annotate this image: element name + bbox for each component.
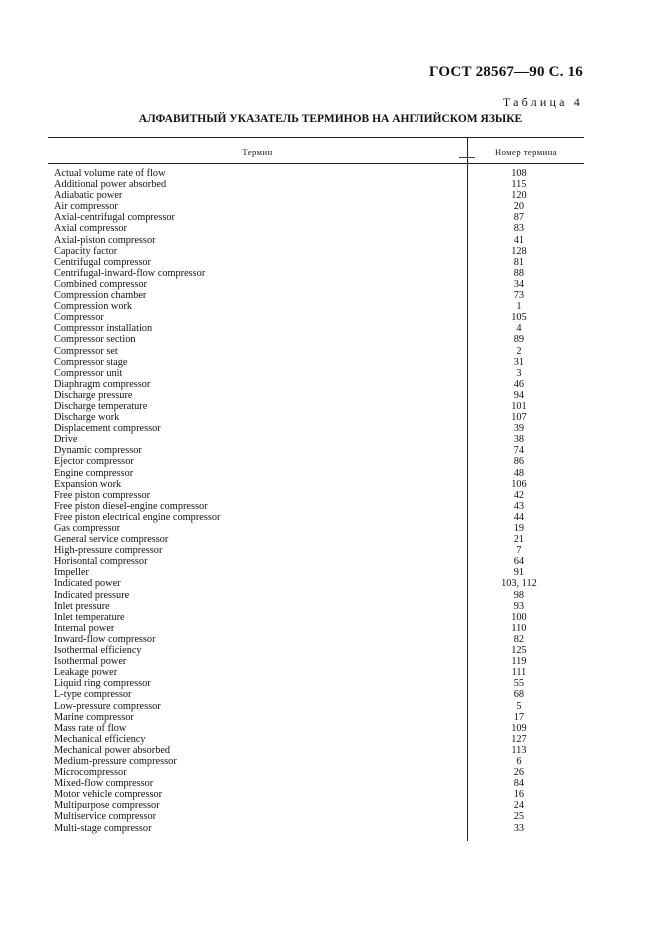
table-row (54, 479, 574, 490)
term-number-cell: 7 (516, 545, 522, 557)
term-cell: Multiservice compressor (54, 811, 157, 823)
term-cell: Compressor section (54, 334, 136, 346)
term-cell: General service compressor (54, 534, 169, 546)
term-number-cell: 74 (513, 445, 525, 457)
term-cell: Axial-centrifugal compressor (54, 212, 175, 224)
table-top-rule (48, 137, 584, 138)
term-number-cell: 73 (513, 290, 525, 302)
term-cell: Displacement compressor (54, 423, 161, 435)
term-cell: Free piston diesel-engine compressor (54, 500, 208, 512)
table-row (54, 246, 574, 257)
term-index-table (54, 168, 574, 834)
term-number-cell: 106 (511, 478, 527, 490)
term-cell: Compressor unit (54, 367, 123, 379)
term-cell: Discharge temperature (54, 400, 148, 412)
term-number-cell: 1 (516, 301, 522, 313)
table-row (54, 323, 574, 334)
term-cell: Mass rate of flow (54, 722, 127, 734)
term-number-cell: 34 (513, 278, 525, 290)
term-number-cell: 119 (511, 656, 527, 668)
term-number-cell: 100 (511, 611, 527, 623)
term-cell: Gas compressor (54, 523, 121, 534)
term-cell: Multipurpose compressor (54, 800, 160, 812)
table-row (54, 423, 574, 434)
table-row (54, 756, 574, 767)
term-number-cell: 115 (511, 179, 527, 191)
term-number-cell: 84 (513, 778, 525, 790)
table-row (54, 778, 574, 789)
term-cell: Mechanical efficiency (54, 733, 146, 745)
term-number-cell: 4 (516, 323, 522, 335)
term-number-cell: 81 (513, 256, 525, 268)
table-row (54, 490, 574, 501)
table-row (54, 346, 574, 357)
term-number-cell: 98 (513, 589, 525, 601)
table-row (54, 523, 574, 534)
term-number-cell: 110 (511, 622, 527, 634)
term-number-cell: 109 (511, 722, 527, 734)
term-number-cell: 68 (513, 689, 525, 701)
table-row (54, 357, 574, 368)
term-cell: Centrifugal compressor (54, 256, 151, 268)
term-number-cell: 42 (513, 489, 525, 501)
term-cell: Mechanical power absorbed (54, 744, 171, 756)
table-row (54, 379, 574, 390)
term-cell: Additional power absorbed (54, 179, 167, 191)
term-cell: Combined compressor (54, 278, 147, 290)
table-row (54, 734, 574, 745)
page-header: ГОСТ 28567—90 С. 16 (429, 64, 583, 80)
term-number-cell: 64 (513, 556, 525, 568)
table-row (54, 567, 574, 578)
table-row (54, 434, 574, 445)
term-number-cell: 103, 112 (501, 578, 537, 590)
term-cell: Centrifugal-inward-flow compressor (54, 267, 206, 279)
table-row (54, 512, 574, 523)
table-row (54, 412, 574, 423)
term-cell: Motor vehicle compressor (54, 789, 163, 801)
term-number-cell: 26 (513, 767, 525, 779)
term-number-cell: 55 (513, 678, 525, 690)
term-number-cell: 105 (511, 312, 527, 324)
term-number-cell: 46 (513, 378, 525, 390)
term-cell: Expansion work (54, 478, 122, 490)
term-cell: Engine compressor (54, 467, 134, 479)
term-cell: Ejector compressor (54, 456, 134, 468)
table-row (54, 800, 574, 811)
term-cell: Multi-stage compressor (54, 822, 152, 834)
table-row (54, 212, 574, 223)
term-number-cell: 120 (511, 190, 527, 202)
table-row (54, 468, 574, 479)
term-cell: Discharge work (54, 412, 120, 424)
table-row (54, 312, 574, 323)
term-number-cell: 31 (513, 356, 525, 368)
term-cell: Actual volume rate of flow (54, 168, 166, 179)
table-label: Таблица 4 (502, 95, 583, 109)
table-row (54, 590, 574, 601)
table-header-rule (48, 163, 584, 164)
term-number-cell: 125 (511, 645, 527, 657)
term-number-cell: 43 (513, 500, 525, 512)
table-row (54, 456, 574, 467)
term-cell: Inlet pressure (54, 600, 110, 612)
term-cell: Isothermal power (54, 656, 127, 668)
term-number-cell: 91 (513, 567, 525, 579)
term-cell: L-type compressor (54, 689, 132, 701)
term-number-cell: 48 (513, 467, 525, 479)
column-header-number: Номер термина (494, 147, 558, 157)
table-row (54, 257, 574, 268)
table-row (54, 445, 574, 456)
table-row (54, 601, 574, 612)
term-cell: Low-pressure compressor (54, 700, 161, 712)
table-row (54, 789, 574, 800)
table-row (54, 712, 574, 723)
term-number-cell: 3 (516, 367, 522, 379)
term-cell: Dynamic compressor (54, 445, 142, 457)
term-cell: Axial compressor (54, 223, 127, 235)
term-cell: Compressor (54, 312, 104, 324)
term-number-cell: 107 (511, 412, 527, 424)
table-row (54, 223, 574, 234)
term-number-cell: 101 (511, 400, 527, 412)
term-number-cell: 108 (511, 168, 527, 179)
term-cell: High-pressure compressor (54, 545, 163, 557)
table-row (54, 678, 574, 689)
table-row (54, 235, 574, 246)
term-cell: Medium-pressure compressor (54, 755, 177, 767)
term-cell: Free piston compressor (54, 489, 151, 501)
table-row (54, 190, 574, 201)
term-cell: Axial-piston compressor (54, 234, 156, 246)
term-cell: Capacity factor (54, 245, 118, 257)
table-row (54, 701, 574, 712)
term-number-cell: 89 (513, 334, 525, 346)
term-number-cell: 87 (513, 212, 525, 224)
table-row (54, 556, 574, 567)
term-cell: Liquid ring compressor (54, 678, 151, 690)
table-row (54, 645, 574, 656)
term-cell: Inlet temperature (54, 611, 125, 623)
table-row (54, 368, 574, 379)
term-cell: Impeller (54, 567, 89, 579)
table-row (54, 689, 574, 700)
term-number-cell: 39 (513, 423, 525, 435)
table-row (54, 667, 574, 678)
table-row (54, 534, 574, 545)
term-number-cell: 33 (513, 822, 525, 834)
table-row (54, 301, 574, 312)
table-row (54, 723, 574, 734)
table-row (54, 179, 574, 190)
term-number-cell: 20 (513, 201, 525, 213)
table-row (54, 623, 574, 634)
term-cell: Discharge pressure (54, 389, 133, 401)
table-row (54, 290, 574, 301)
term-cell: Internal power (54, 622, 115, 634)
table-title: АЛФАВИТНЫЙ УКАЗАТЕЛЬ ТЕРМИНОВ НА АНГЛИЙСКОМ ЯЗЫКЕ (138, 113, 523, 125)
term-cell: Compressor installation (54, 323, 153, 335)
term-number-cell: 19 (513, 523, 525, 534)
table-row (54, 501, 574, 512)
table-row (54, 545, 574, 556)
term-cell: Horisontal compressor (54, 556, 148, 568)
table-row (54, 334, 574, 345)
term-cell: Drive (54, 434, 78, 446)
table-row (54, 578, 574, 589)
term-cell: Compression work (54, 301, 133, 313)
table-row (54, 823, 574, 834)
term-cell: Leakage power (54, 667, 118, 679)
term-number-cell: 44 (513, 511, 525, 523)
table-row (54, 201, 574, 212)
term-cell: Inward-flow compressor (54, 633, 156, 645)
term-cell: Compressor stage (54, 356, 128, 368)
term-cell: Microcompressor (54, 767, 127, 779)
term-cell: Mixed-flow compressor (54, 778, 154, 790)
term-cell: Indicated pressure (54, 589, 130, 601)
term-number-cell: 83 (513, 223, 525, 235)
table-row (54, 279, 574, 290)
term-number-cell: 86 (513, 456, 525, 468)
table-row (54, 401, 574, 412)
term-number-cell: 16 (513, 789, 525, 801)
table-row (54, 634, 574, 645)
term-number-cell: 38 (513, 434, 525, 446)
term-number-cell: 5 (516, 700, 522, 712)
term-cell: Compressor set (54, 345, 118, 357)
term-number-cell: 128 (511, 245, 527, 257)
term-number-cell: 113 (511, 744, 527, 756)
term-number-cell: 6 (516, 755, 522, 767)
term-number-cell: 82 (513, 633, 525, 645)
term-cell: Isothermal efficiency (54, 645, 142, 657)
term-cell: Free piston electrical engine compressor (54, 511, 221, 523)
table-row (54, 390, 574, 401)
column-header-term: Термин (242, 147, 273, 157)
table-row (54, 612, 574, 623)
term-number-cell: 24 (513, 800, 525, 812)
term-number-cell: 17 (513, 711, 525, 723)
term-number-cell: 21 (513, 534, 525, 546)
term-number-cell: 111 (511, 667, 527, 679)
term-number-cell: 93 (513, 600, 525, 612)
table-row (54, 656, 574, 667)
table-row (54, 268, 574, 279)
table-row (54, 811, 574, 822)
column-divider-mark (459, 157, 475, 158)
term-cell: Diaphragm compressor (54, 378, 151, 390)
term-number-cell: 94 (513, 389, 525, 401)
table-row (54, 745, 574, 756)
term-number-cell: 41 (513, 234, 525, 246)
term-cell: Marine compressor (54, 711, 134, 723)
table-row (54, 168, 574, 179)
term-cell: Compression chamber (54, 290, 147, 302)
term-number-cell: 25 (513, 811, 525, 823)
term-cell: Adiabatic power (54, 190, 123, 202)
table-row (54, 767, 574, 778)
term-number-cell: 88 (513, 267, 525, 279)
term-cell: Air compressor (54, 201, 118, 213)
term-number-cell: 127 (511, 733, 527, 745)
term-number-cell: 2 (516, 345, 522, 357)
term-cell: Indicated power (54, 578, 121, 590)
